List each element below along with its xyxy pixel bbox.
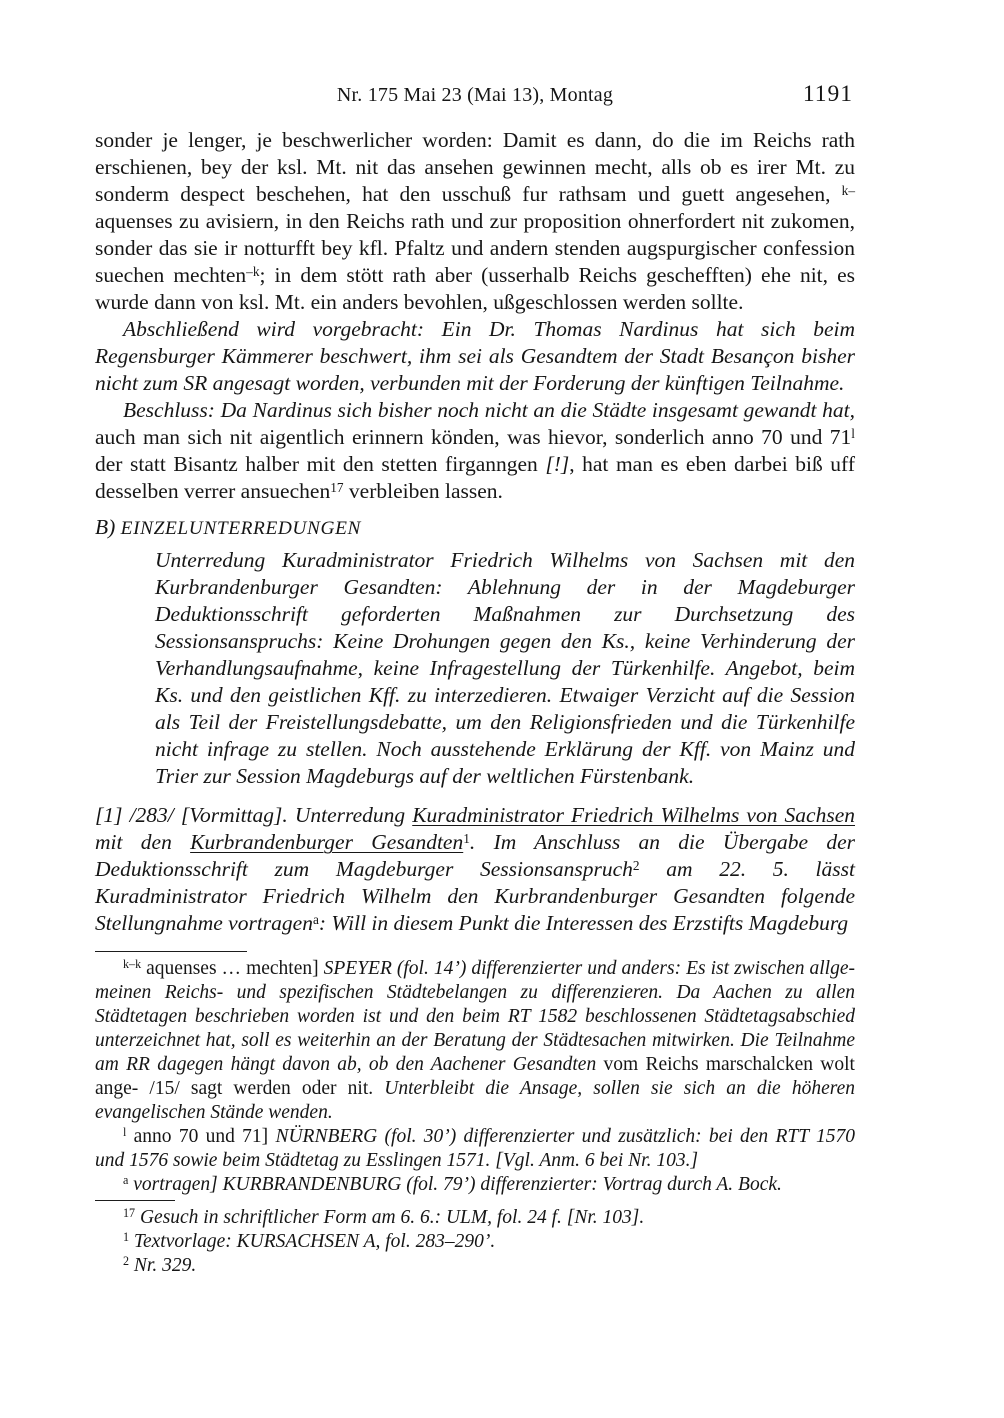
paragraph-abschliessend: Abschließend wird vorgebracht: Ein Dr. Thomas Nardinus hat sich beim Regensburger Kämmerer beschwert, ihm sei als Gesandtem der Stadt Besançon bisher nicht zum SR angesagt worden, verbunden mit der Forderung der künftigen Teilnahme. <box>95 317 855 395</box>
summary-block: Unterredung Kuradministrator Friedrich Wilhelms von Sachsen mit den Kurbrandenburger Gesandten: Ablehnung der in der Magdeburger Deduktionsschrift geforderten Maßnahmen zur Durchsetzung des Sessionsanspruchs: Keine Drohungen gegen den Ks., keine Verhinderung der Verhandlungsaufnahme, keine Infragestellung der Türkenhilfe. Angebot, beim Ks. und den geistlichen Kff. zu interzedieren. Etwaiger Verzicht auf die Session als Teil der Freistellungsdebatte, um den Religionsfrieden und die Türkenhilfe nicht infrage zu stellen. Noch ausstehende Erklärung der Kff. von Mainz und Trier zur Session Magdeburgs auf der weltlichen Fürstenbank. <box>155 548 855 788</box>
body-paragraph-continuation: sonder je lenger, je beschwerlicher worden: Damit es dann, do die im Reichs rath erschienen, bey der ksl. Mt. nit das ansehen gewinnen mecht, alls ob es irer Mt. zu sonderm despect beschehen, hat den usschuß fur rathsam und guett angesehen, $^{k-}$aquenses zu avisiern, in den Reichs rath und zur proposition ohnerfordert nit zukomen, sonder das sie ir notturfft bey kfl. Pfaltz und andern stenden augspurgischer confession suechen mechten$^{-k}$; in dem stött rath aber (usserhalb Reichs geschefften) ehe nit, es wurde dann von ksl. Mt. ein anders bevohlen, ußgeschlossen werden sollte. <box>95 128 856 314</box>
main-text <box>95 127 855 937</box>
running-header <box>95 81 855 111</box>
footnotes-critical <box>95 957 855 1197</box>
footnote-commentary-2: $^2$ Nr. 329. <box>123 1254 197 1276</box>
footnote-commentary-17: $^{17}$ Gesuch in schriftlicher Form am 6. 6.: ULM, fol. 24 f. [Nr. 103]. <box>123 1206 645 1228</box>
footnote-separator-commentary <box>95 1200 175 1201</box>
footnotes-commentary <box>95 1206 855 1278</box>
footnote-critical-a: $^a$ vortragen] KURBRANDENBURG (fol. 79’) differenzierter: Vortrag durch A. Bock. <box>123 1173 782 1195</box>
text-block <box>95 0 855 1278</box>
footnote-critical-l: $^l$ anno 70 und 71] NÜRNBERG (fol. 30’) differenzierter und zusätzlich: bei den RTT 1570 und 1576 sowie beim Städtetag zu Esslingen 1571. [Vgl. Anm. 6 bei Nr. 103.] <box>95 1125 855 1171</box>
section-heading: B) EINZELUNTERREDUNGEN <box>95 515 361 539</box>
footnote-separator-critical <box>95 951 247 952</box>
footnote-critical-kk: $^{k-k}$ aquenses … mechten] SPEYER (fol. 14’) differenzierter und anders: Es ist zwischen allgemeinen Reichs- und spezifischen Städtebelangen zu differenzieren. Da Aachen zu allen Städtetagen beschrieben worden ist und den beim RT 1582 beschlossenen Städtetagsabschied unterzeichnet hat, soll es weiterhin an der Beratung der Städtesachen mitwirken. Die Teilnahme am RR dagegen hängt davon ab, ob den Aachener Gesandten vom Reichs marschalcken wolt ange- /15/ sagt werden oder nit. Unterbleibt die Ansage, sollen sie sich an die höheren evangelischen Stände wenden. <box>95 957 855 1123</box>
footnote-commentary-1: $^1$ Textvorlage: KURSACHSEN A, fol. 283–290’. <box>123 1230 496 1252</box>
paragraph-beschluss: Beschluss: Da Nardinus sich bisher noch nicht an die Städte insgesamt gewandt hat, auch man sich nit aigentlich erinnern könden, was hievor, sonderlich anno 70 und 71$^l$ der statt Bisantz halber mit den stetten firganngen [!], hat man es eben darbei biß uff desselben verrer ansuechen$^{17}$ verbleiben lassen. <box>95 398 855 503</box>
entry-paragraph: [1] /283/ [Vormittag]. Unterredung Kuradministrator Friedrich Wilhelms von Sachsen mit den Kurbrandenburger Gesandten$^1$. Im Anschluss an die Übergabe der Deduktionsschrift zum Magdeburger Sessionsanspruch$^2$ am 22. 5. lässt Kuradministrator Friedrich Wilhelm den Kurbrandenburger Gesandten folgende Stellungnahme vortragen$^a$: Will in diesem Punkt die Interessen des Erzstifts Magdeburg <box>95 803 856 935</box>
page-number: 1191 <box>802 81 853 107</box>
running-header-title: Nr. 175 Mai 23 (Mai 13), Montag <box>336 84 614 106</box>
